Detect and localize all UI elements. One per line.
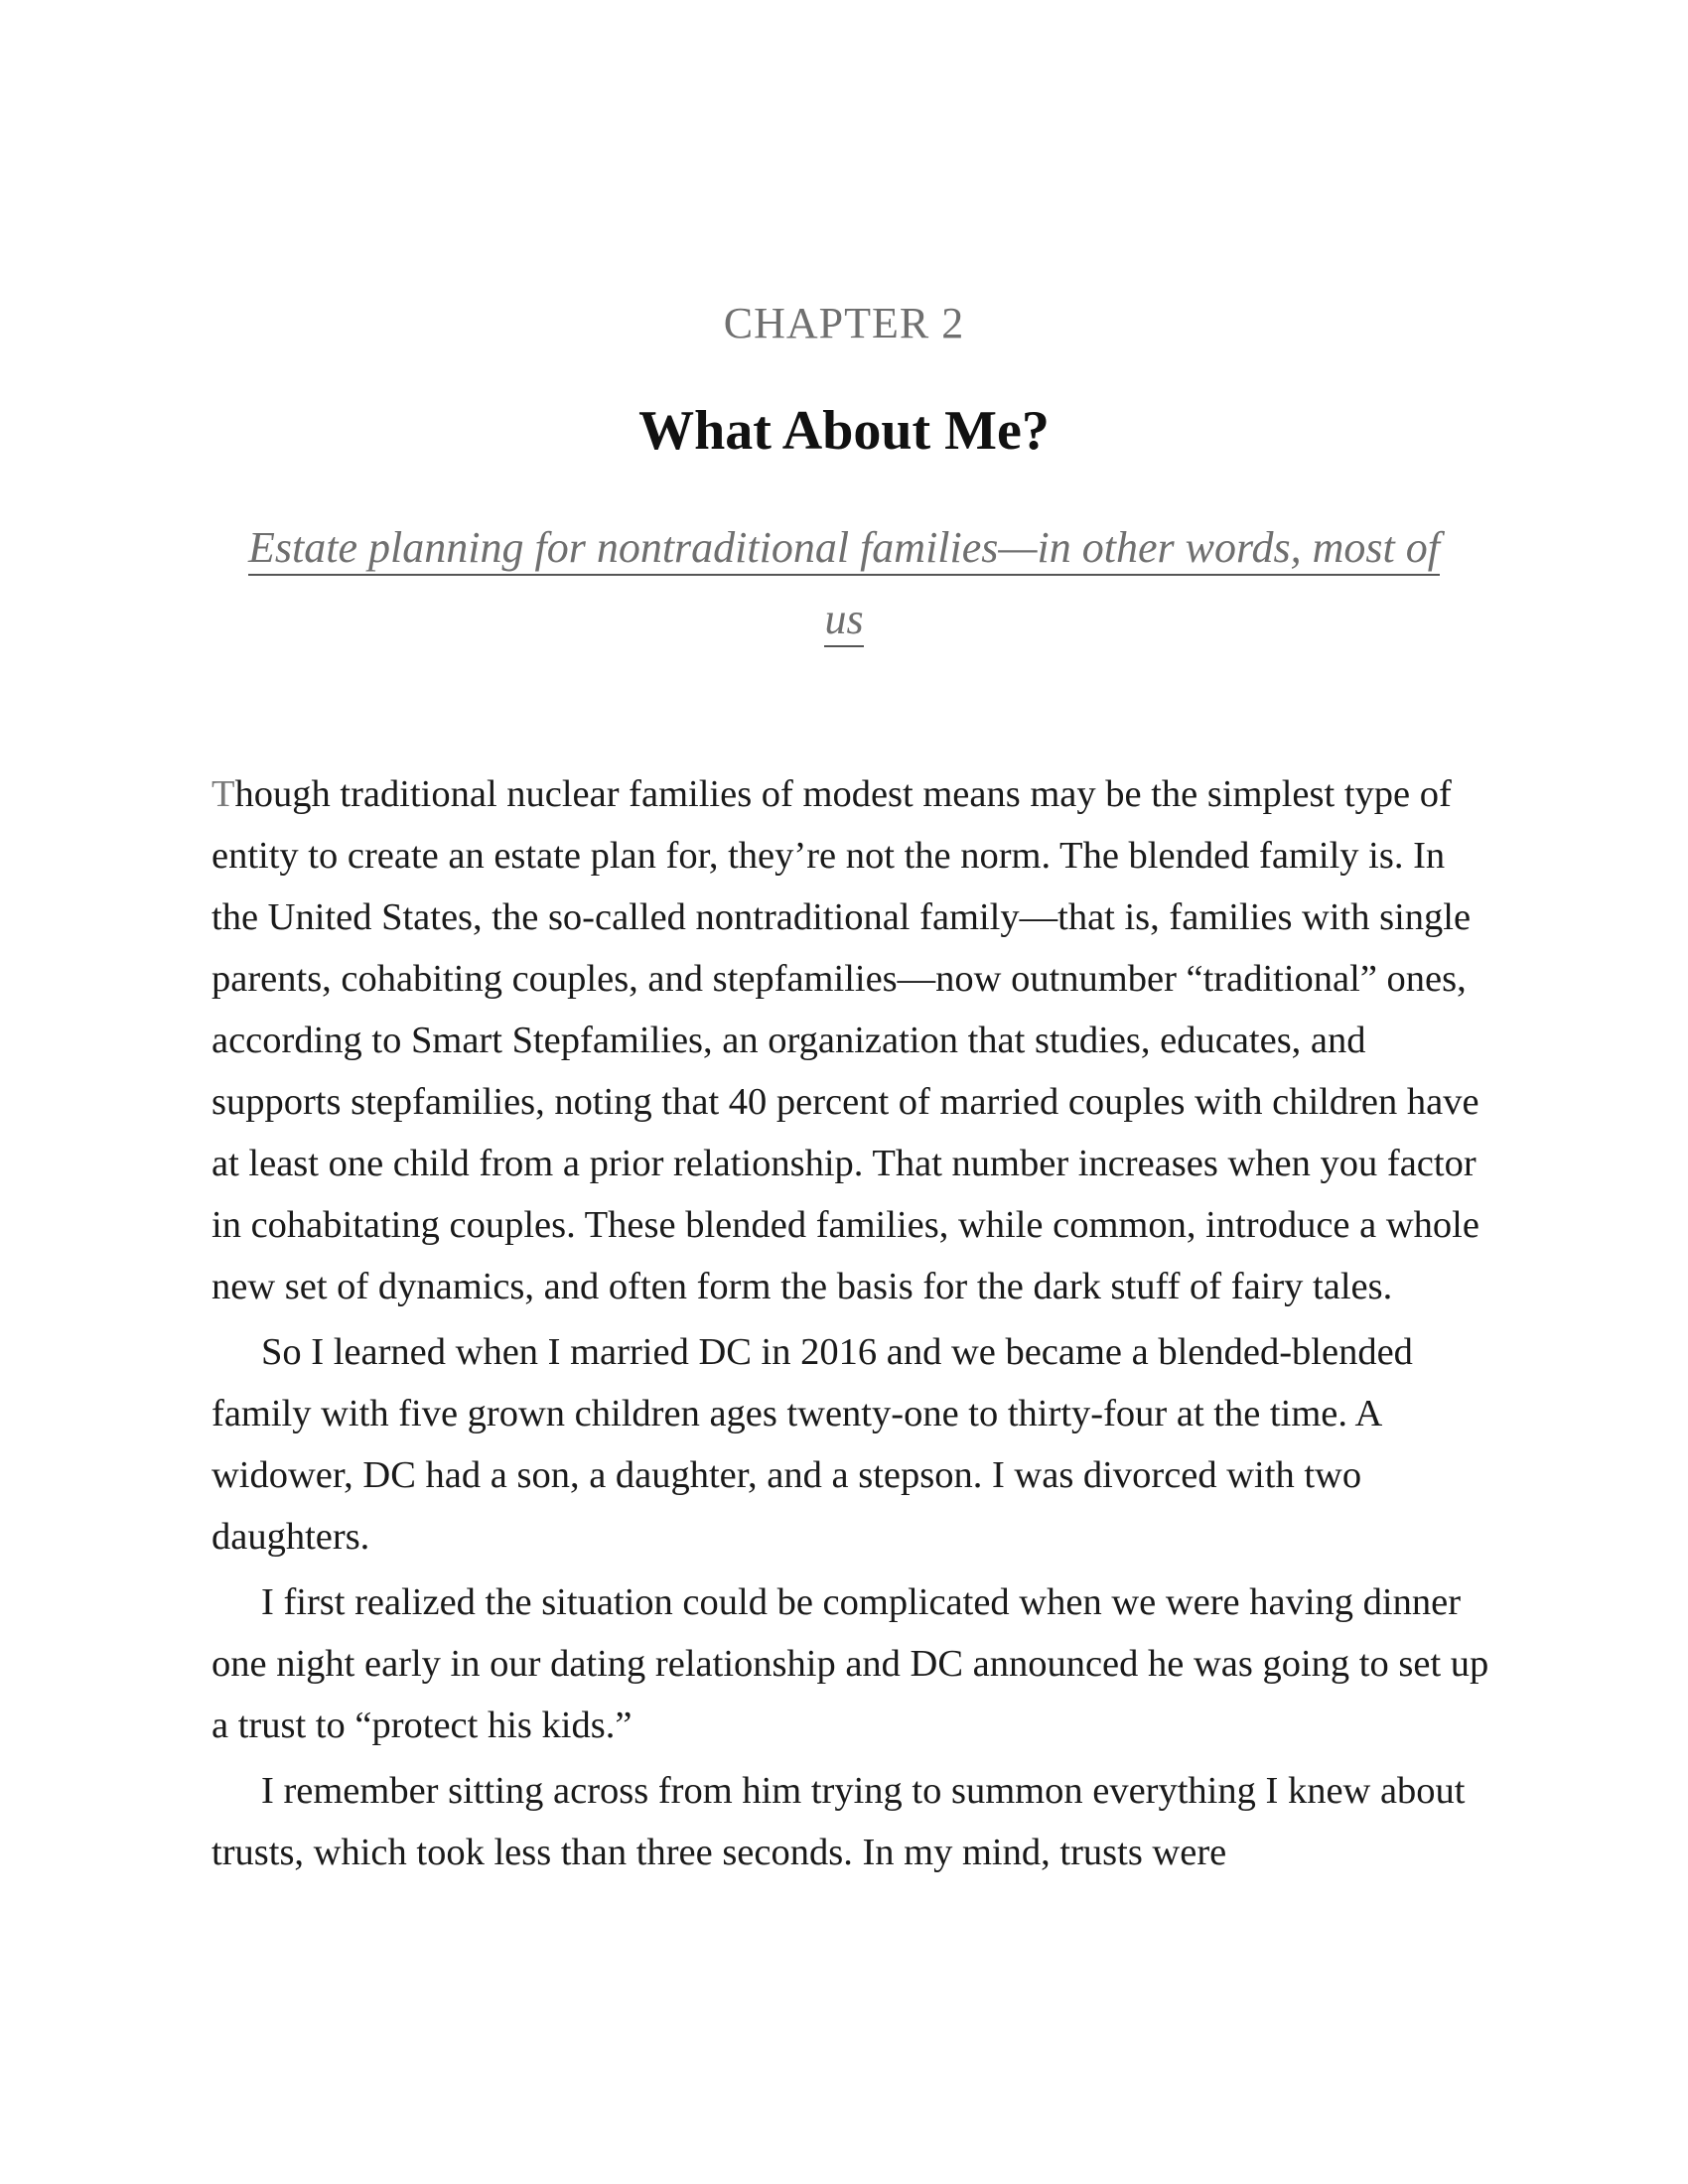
paragraph-3: I first realized the situation could be complicated when we were having dinner one night early in our dating relationship and DC announced he was going to set up a trust to “protect his kids.”: [211, 1581, 1489, 1746]
chapter-subtitle: [232, 512, 1456, 655]
chapter-title: What About Me?: [638, 400, 1050, 462]
chapter-body: [211, 763, 1492, 1887]
paragraph-1: [211, 763, 1492, 1317]
paragraph-1-text: hough traditional nuclear families of modest means may be the simplest type of entity to create an estate plan for, they’re not the norm. The blended family is. In the United States, the so-called nontraditional family—that is, families with single parents, cohabiting couples, and stepfamilies—now outnumber “traditional” ones, according to Smart Stepfamilies, an organization that studies, educates, and supports stepfamilies, noting that 40 percent of married couples with children have at least one child from a prior relationship. That number increases when you factor in cohabitating couples. These blended families, while common, introduce a whole new set of dynamics, and often form the basis for the dark stuff of fairy tales.: [211, 773, 1479, 1307]
chapter-number: CHAPTER 2: [723, 299, 965, 347]
chapter-subtitle-text: Estate planning for nontraditional families—in other words, most of us: [248, 523, 1440, 647]
paragraph-2: So I learned when I married DC in 2016 and we became a blended-blended family with five grown children ages twenty-one to thirty-four at the time. A widower, DC had a son, a daughter, and a stepson. I was divorced with two daughters.: [211, 1331, 1413, 1558]
drop-cap-letter: T: [211, 773, 235, 815]
paragraph-4: I remember sitting across from him trying to summon everything I knew about trusts, which took less than three seconds. In my mind, trusts were: [211, 1770, 1466, 1873]
